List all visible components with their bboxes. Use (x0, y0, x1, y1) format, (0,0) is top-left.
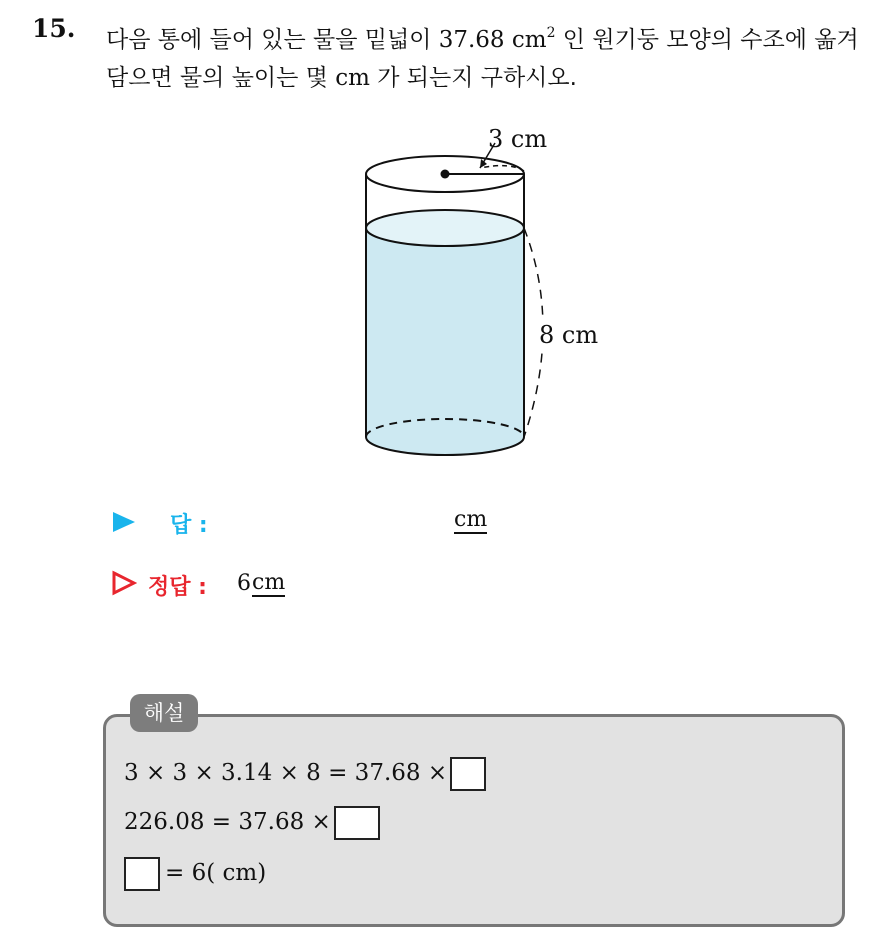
question-part1: 다음 통에 들어 있는 물을 밑넓이 (106, 27, 439, 53)
area-exponent: 2 (546, 25, 556, 41)
explanation-line-1 (124, 756, 486, 791)
blank-box-2 (334, 806, 380, 840)
answer-unit: cm (454, 507, 488, 532)
correct-marker-icon (111, 570, 137, 596)
height-unit: cm (335, 65, 370, 91)
height-label: 8 cm (539, 321, 599, 349)
radius-label: 3 cm (488, 125, 548, 153)
question-text (106, 14, 876, 97)
explanation-line-3 (124, 856, 266, 891)
correct-label: 정답 : (148, 575, 207, 600)
blank-box-3 (124, 857, 160, 891)
water-surface (366, 210, 524, 246)
answer-label: 답 : (170, 513, 208, 538)
equation-2-text: 226.08 = 37.68 × (124, 809, 331, 835)
answer-marker-icon (111, 510, 137, 534)
area-value: 37.68 (438, 27, 505, 53)
question-part2: 인 원기둥 모양의 수조에 옮겨 담으면 물의 높이는 몇 (106, 27, 859, 91)
equation-3-text: = 6( cm) (165, 860, 267, 886)
equation-1-text: 3 × 3 × 3.14 × 8 = 37.68 × (124, 760, 448, 786)
blank-box-1 (450, 757, 486, 791)
area-unit: cm (511, 27, 547, 53)
explanation-line-2 (124, 805, 380, 840)
cylinder-figure (340, 115, 630, 460)
correct-value: 6 (237, 571, 251, 596)
correct-unit: cm (252, 570, 286, 595)
question-part3: 가 되는지 구하시오. (377, 65, 577, 91)
problem-number: 15. (32, 14, 76, 43)
explanation-tag: 해설 (130, 694, 198, 732)
water-body (366, 228, 524, 455)
